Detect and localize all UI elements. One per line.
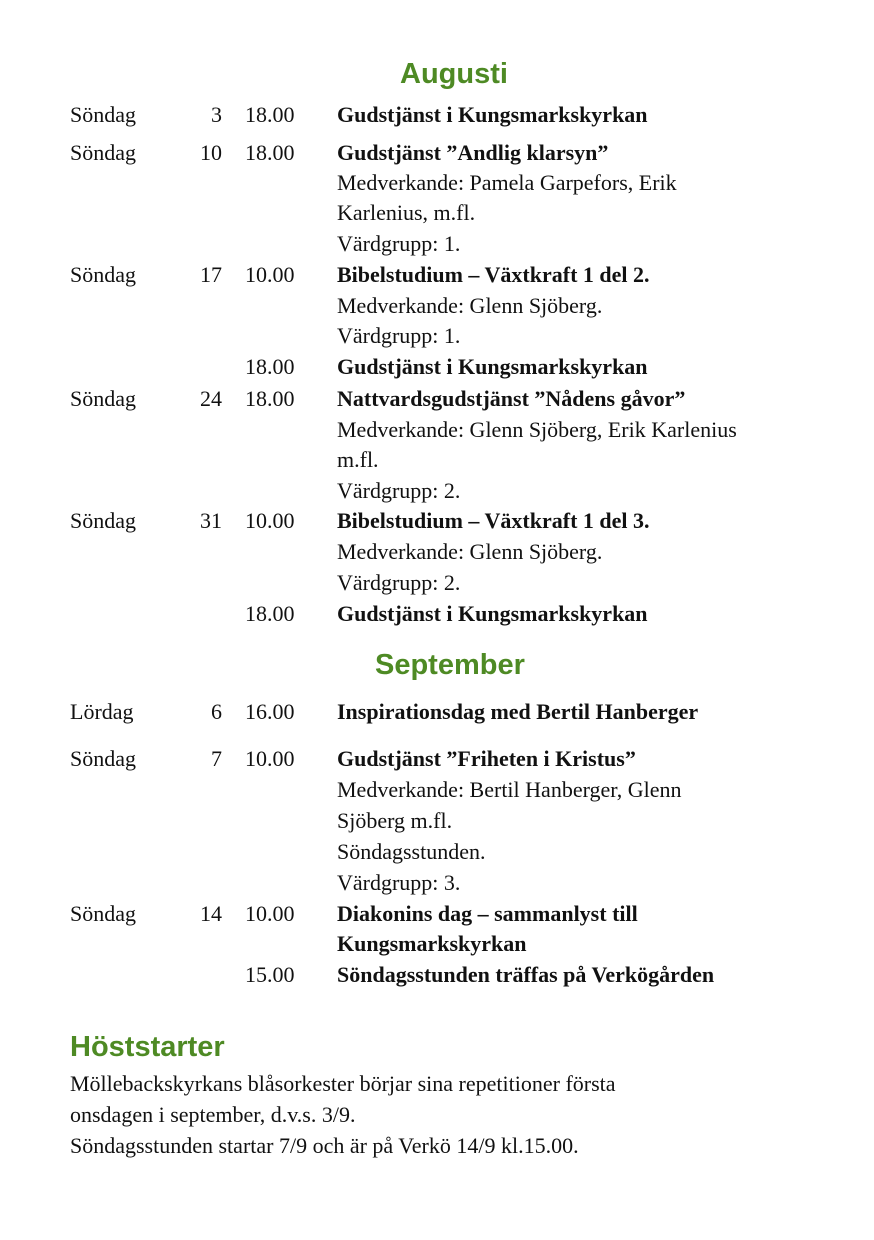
row-time: 10.00 — [245, 901, 295, 926]
row-day: Söndag — [70, 508, 136, 533]
row-title: Gudstjänst ”Friheten i Kristus” — [337, 746, 636, 771]
row-title: Bibelstudium – Växtkraft 1 del 3. — [337, 508, 650, 533]
detail-text: Karlenius, m.fl. — [337, 200, 476, 225]
schedule-row — [0, 100, 874, 130]
detail-line — [0, 321, 874, 351]
row-date: 7 — [211, 746, 222, 771]
detail-text: m.fl. — [337, 447, 379, 472]
schedule-row — [0, 506, 874, 536]
section-heading-hoststarter: Höststarter — [70, 1031, 225, 1063]
detail-text: Medverkande: Bertil Hanberger, Glenn — [337, 777, 682, 802]
row-time: 18.00 — [245, 354, 295, 379]
row-time: 18.00 — [245, 102, 295, 127]
row-date: 24 — [200, 386, 222, 411]
row-date: 10 — [200, 140, 222, 165]
row-day: Söndag — [70, 901, 136, 926]
schedule-row — [0, 260, 874, 290]
detail-text: Värdgrupp: 2. — [337, 570, 461, 595]
row-title: Bibelstudium – Växtkraft 1 del 2. — [337, 262, 650, 287]
detail-line — [0, 568, 874, 598]
schedule-row — [0, 599, 874, 629]
month-heading-september: September — [375, 649, 525, 681]
detail-text: Medverkande: Glenn Sjöberg, Erik Karlenius — [337, 417, 737, 442]
paragraph-line: onsdagen i september, d.v.s. 3/9. — [70, 1102, 356, 1127]
detail-line — [0, 229, 874, 259]
row-date: 31 — [200, 508, 222, 533]
paragraph-line: Möllebackskyrkans blåsorkester börjar sina repetitioner första — [70, 1071, 616, 1096]
paragraph-line: Söndagsstunden startar 7/9 och är på Verkö 14/9 kl.15.00. — [70, 1133, 579, 1158]
row-time: 15.00 — [245, 962, 295, 987]
detail-text: Medverkande: Glenn Sjöberg. — [337, 539, 603, 564]
row-title: Inspirationsdag med Bertil Hanberger — [337, 699, 699, 724]
row-title: Söndagsstunden träffas på Verkögården — [337, 962, 715, 987]
row-title: Gudstjänst ”Andlig klarsyn” — [337, 140, 609, 165]
row-title: Diakonins dag – sammanlyst till — [337, 901, 638, 926]
schedule-row — [0, 744, 874, 774]
detail-line — [0, 806, 874, 836]
detail-text: Medverkande: Pamela Garpefors, Erik — [337, 170, 677, 195]
row-day: Söndag — [70, 746, 136, 771]
detail-text: Värdgrupp: 1. — [337, 323, 461, 348]
row-day: Söndag — [70, 102, 136, 127]
detail-text: Medverkande: Glenn Sjöberg. — [337, 293, 603, 318]
detail-line — [0, 291, 874, 321]
row-time: 10.00 — [245, 262, 295, 287]
detail-text: Värdgrupp: 2. — [337, 478, 461, 503]
row-date: 14 — [200, 901, 222, 926]
row-title: Nattvardsgudstjänst ”Nådens gåvor” — [337, 386, 686, 411]
schedule-row — [0, 960, 874, 990]
schedule-row — [0, 697, 874, 727]
detail-line — [0, 837, 874, 867]
row-day: Lördag — [70, 699, 134, 724]
detail-line — [0, 415, 874, 445]
row-day: Söndag — [70, 386, 136, 411]
schedule-row — [0, 384, 874, 414]
row-time: 10.00 — [245, 508, 295, 533]
row-date: 17 — [200, 262, 222, 287]
row-day: Söndag — [70, 262, 136, 287]
row-title: Gudstjänst i Kungsmarkskyrkan — [337, 102, 648, 127]
detail-line — [0, 868, 874, 898]
detail-line — [0, 168, 874, 198]
detail-line — [0, 476, 874, 506]
detail-line — [0, 445, 874, 475]
schedule-row — [0, 352, 874, 382]
row-time: 18.00 — [245, 140, 295, 165]
row-time: 18.00 — [245, 386, 295, 411]
detail-text: Värdgrupp: 1. — [337, 231, 461, 256]
detail-text: Värdgrupp: 3. — [337, 870, 461, 895]
row-time: 18.00 — [245, 601, 295, 626]
row-time: 10.00 — [245, 746, 295, 771]
schedule-row — [0, 899, 874, 929]
detail-text: Söndagsstunden. — [337, 839, 486, 864]
month-heading-augusti: Augusti — [400, 58, 508, 90]
row-date: 3 — [211, 102, 222, 127]
row-title-continued: Kungsmarkskyrkan — [337, 931, 527, 956]
row-date: 6 — [211, 699, 222, 724]
detail-line — [0, 198, 874, 228]
detail-line — [0, 537, 874, 567]
detail-line — [0, 775, 874, 805]
row-time: 16.00 — [245, 699, 295, 724]
detail-line — [0, 929, 874, 959]
detail-text: Sjöberg m.fl. — [337, 808, 453, 833]
row-title: Gudstjänst i Kungsmarkskyrkan — [337, 601, 648, 626]
schedule-row — [0, 138, 874, 168]
row-title: Gudstjänst i Kungsmarkskyrkan — [337, 354, 648, 379]
row-day: Söndag — [70, 140, 136, 165]
